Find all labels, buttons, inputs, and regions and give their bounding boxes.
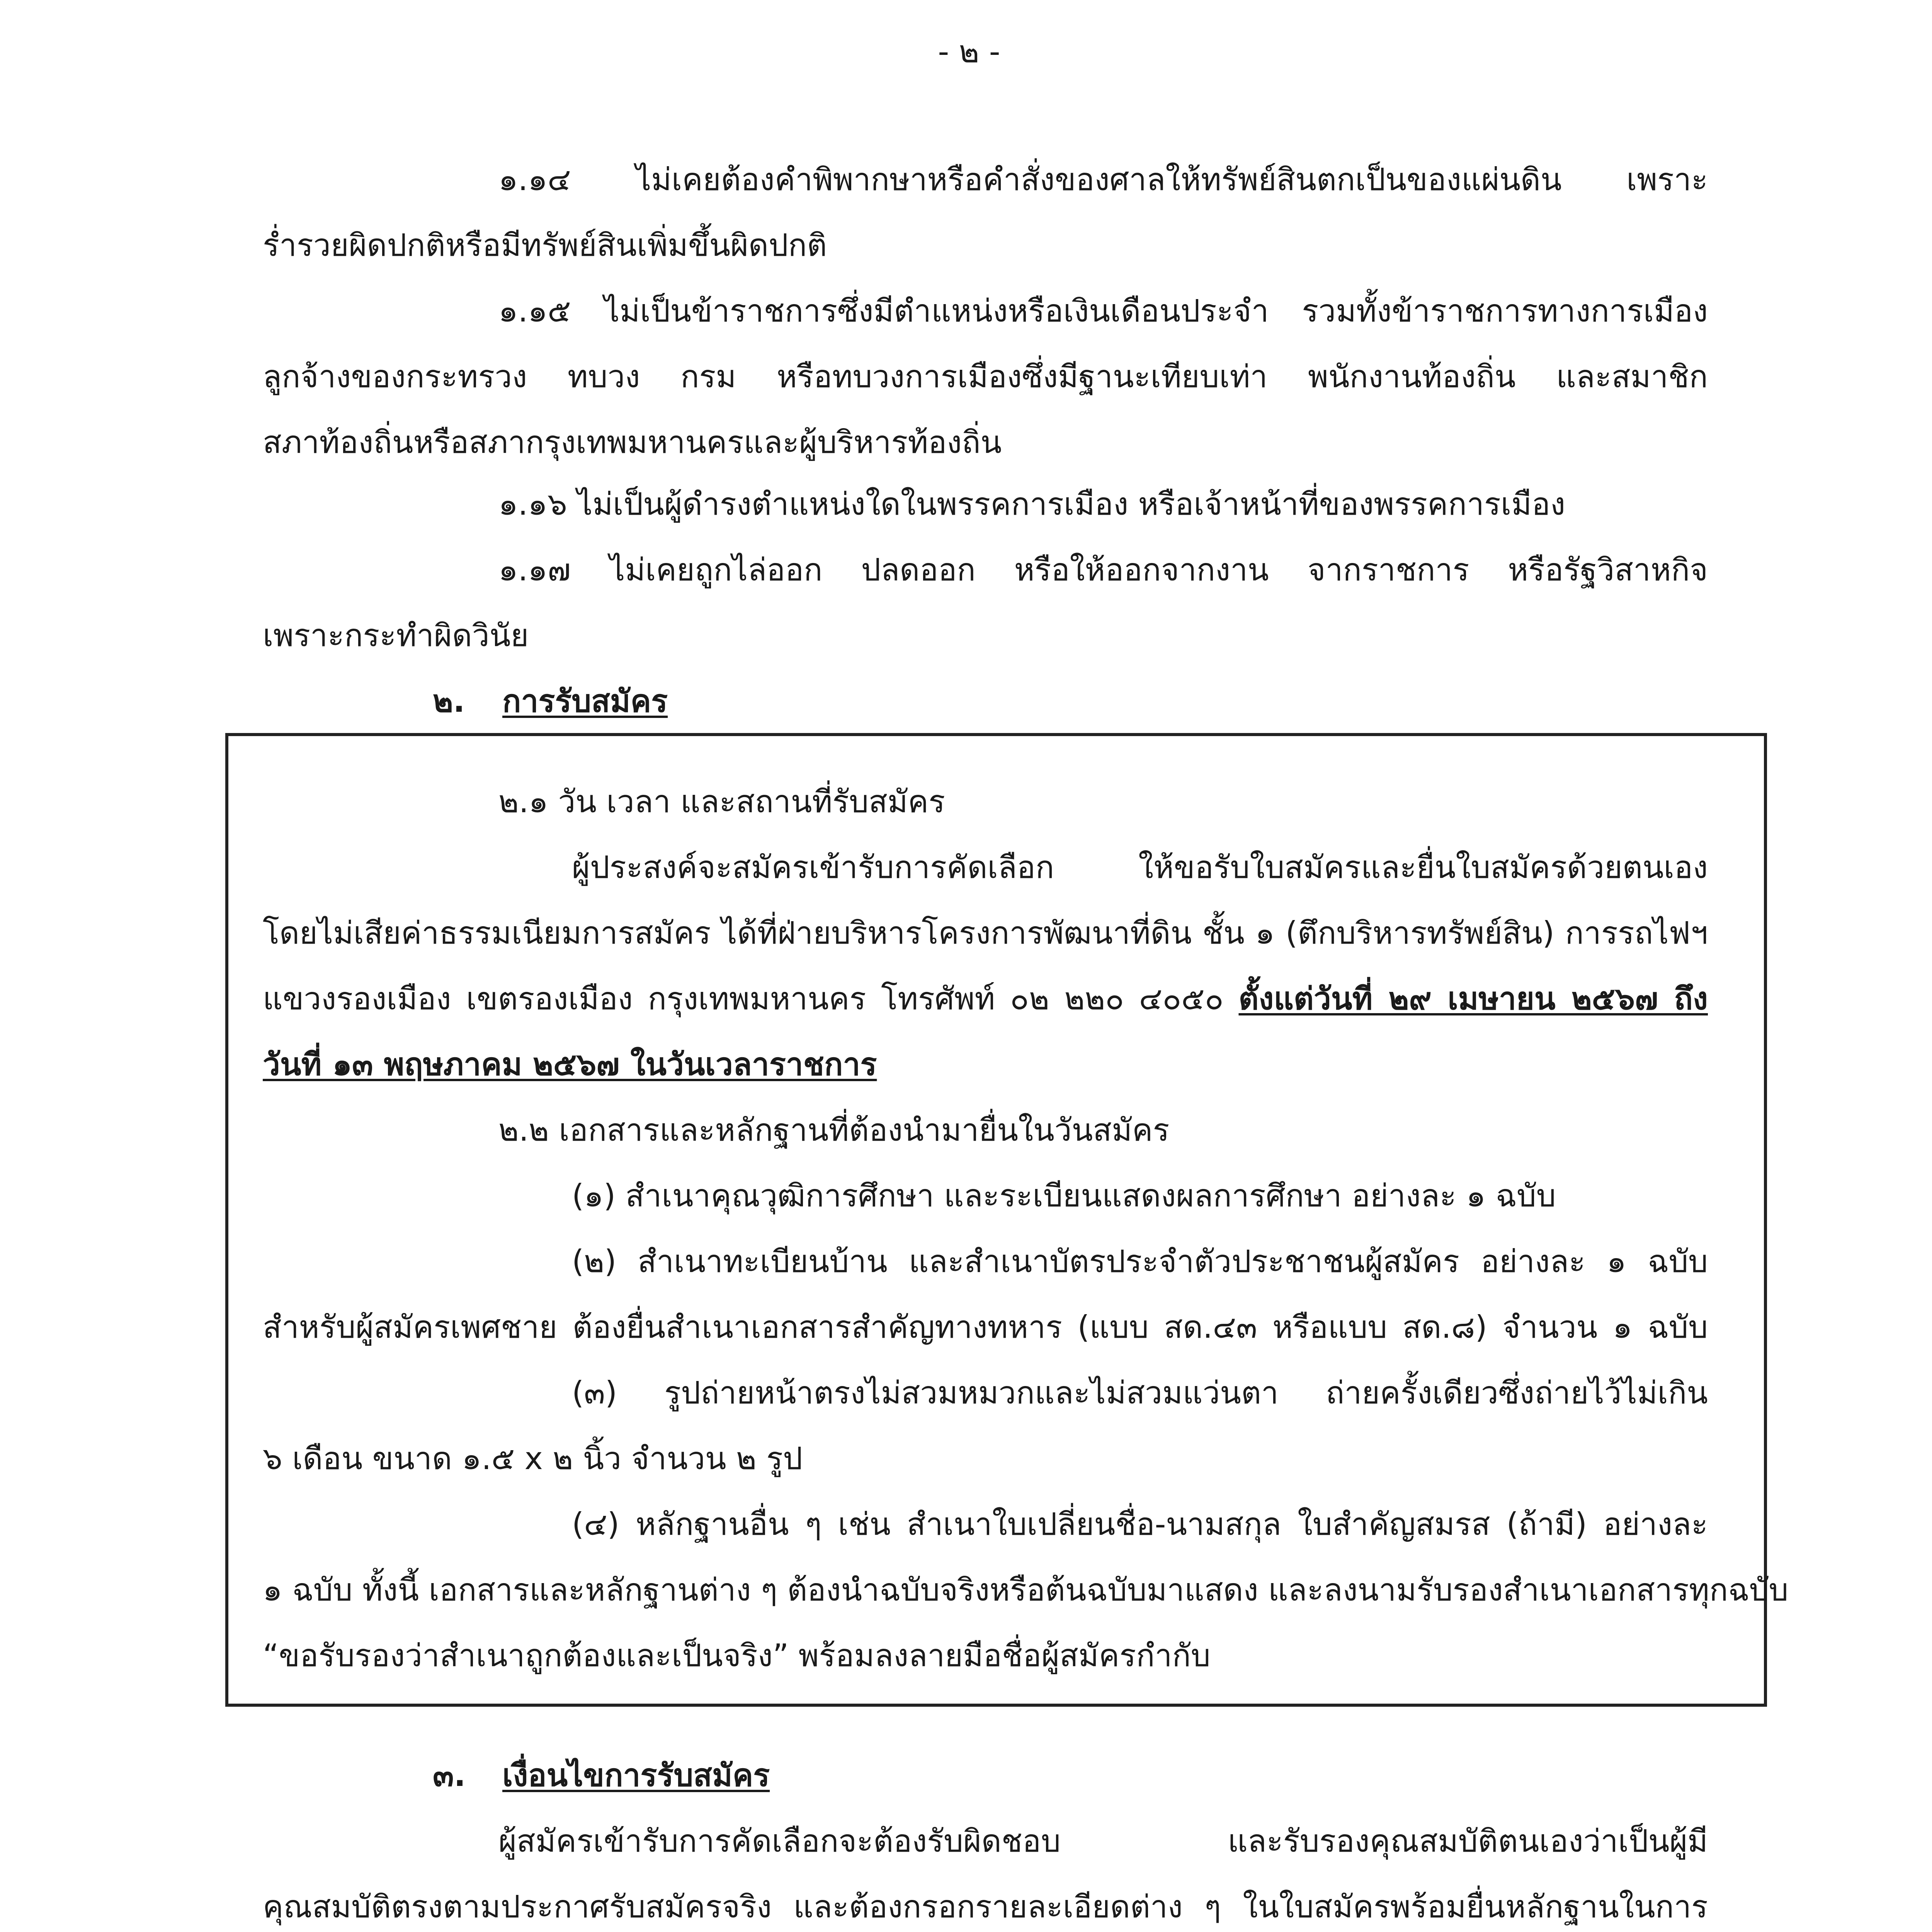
page-number: - ๒ - bbox=[938, 34, 1000, 70]
section-2-1-date-end: วันที่ ๑๓ พฤษภาคม ๒๕๖๗ ในวันเวลาราชการ bbox=[263, 1046, 877, 1082]
item-1-16-line-1: ๑.๑๖ ไม่เป็นผู้ดำรงตำแหน่งใดในพรรคการเมือง หรือเจ้าหน้าที่ของพรรคการเมือง bbox=[498, 486, 1566, 522]
item-1-14-line-1: ๑.๑๔ ไม่เคยต้องคำพิพากษาหรือคำสั่งของศาลให้ทรัพย์สินตกเป็นของแผ่นดิน เพราะ bbox=[498, 162, 1708, 197]
document-item-4-line-2: ๑ ฉบับ ทั้งนี้ เอกสารและหลักฐานต่าง ๆ ต้องนำฉบับจริงหรือต้นฉบับมาแสดง และลงนามรับรองสำเนาเอกสารทุกฉบับ bbox=[263, 1572, 1789, 1608]
item-1-17-line-2: เพราะกระทำผิดวินัย bbox=[263, 617, 529, 653]
section-3-line-1: ผู้สมัครเข้ารับการคัดเลือกจะต้องรับผิดชอบ และรับรองคุณสมบัติตนเองว่าเป็นผู้มี bbox=[498, 1823, 1708, 1859]
document-item-4-line-3: “ขอรับรองว่าสำเนาถูกต้องและเป็นจริง” พร้อมลงลายมือชื่อผู้สมัครกำกับ bbox=[263, 1638, 1211, 1673]
section-2-heading bbox=[433, 680, 668, 723]
item-1-15-line-1: ๑.๑๕ ไม่เป็นข้าราชการซึ่งมีตำแหน่งหรือเงินเดือนประจำ รวมทั้งข้าราชการทางการเมือง bbox=[498, 293, 1708, 329]
section-2-1-title: ๒.๑ วัน เวลา และสถานที่รับสมัคร bbox=[498, 784, 946, 820]
section-3-number: ๓. bbox=[433, 1757, 466, 1793]
section-2-1-line-4 bbox=[263, 1043, 1708, 1086]
section-3-line-2: คุณสมบัติตรงตามประกาศรับสมัครจริง และต้องกรอกรายละเอียดต่าง ๆ ในใบสมัครพร้อมยื่นหลักฐานในการ bbox=[263, 1889, 1708, 1925]
section-2-1-date-start: ตั้งแต่วันที่ ๒๙ เมษายน ๒๕๖๗ ถึง bbox=[1238, 981, 1708, 1017]
section-3-title: เงื่อนไขการรับสมัคร bbox=[502, 1757, 770, 1793]
section-2-2-title: ๒.๒ เอกสารและหลักฐานที่ต้องนำมายื่นในวันสมัคร bbox=[498, 1112, 1170, 1148]
document-item-4-line-1: (๔) หลักฐานอื่น ๆ เช่น สำเนาใบเปลี่ยนชื่อ-นามสกุล ใบสำคัญสมรส (ถ้ามี) อย่างละ bbox=[572, 1506, 1708, 1542]
section-3-heading bbox=[433, 1754, 770, 1797]
document-item-2-line-1: (๒) สำเนาทะเบียนบ้าน และสำเนาบัตรประจำตัวประชาชนผู้สมัคร อย่างละ ๑ ฉบับ bbox=[572, 1243, 1708, 1279]
item-1-17-line-1: ๑.๑๗ ไม่เคยถูกไล่ออก ปลดออก หรือให้ออกจากงาน จากราชการ หรือรัฐวิสาหกิจ bbox=[498, 552, 1708, 588]
document-item-3-line-2: ๖ เดือน ขนาด ๑.๕ x ๒ นิ้ว จำนวน ๒ รูป bbox=[263, 1440, 803, 1476]
section-2-1-line-3 bbox=[263, 978, 1708, 1020]
section-2-1-contact: แขวงรองเมือง เขตรองเมือง กรุงเทพมหานคร โทรศัพท์ ๐๒ ๒๒๐ ๔๐๕๐ bbox=[263, 981, 1239, 1017]
document-item-2-line-2: สำหรับผู้สมัครเพศชาย ต้องยื่นสำเนาเอกสารสำคัญทางทหาร (แบบ สด.๔๓ หรือแบบ สด.๘) จำนวน ๑ ฉบับ bbox=[263, 1309, 1708, 1345]
item-1-14-line-2: ร่ำรวยผิดปกติหรือมีทรัพย์สินเพิ่มขึ้นผิดปกติ bbox=[263, 227, 827, 263]
section-2-1-line-1: ผู้ประสงค์จะสมัครเข้ารับการคัดเลือก ให้ขอรับใบสมัครและยื่นใบสมัครด้วยตนเอง bbox=[572, 849, 1708, 885]
item-1-15-line-2: ลูกจ้างของกระทรวง ทบวง กรม หรือทบวงการเมืองซึ่งมีฐานะเทียบเท่า พนักงานท้องถิ่น และสมาชิก bbox=[263, 359, 1708, 395]
document-item-3-line-1: (๓) รูปถ่ายหน้าตรงไม่สวมหมวกและไม่สวมแว่นตา ถ่ายครั้งเดียวซึ่งถ่ายไว้ไม่เกิน bbox=[572, 1375, 1708, 1411]
section-2-number: ๒. bbox=[433, 683, 465, 719]
section-2-title: การรับสมัคร bbox=[502, 683, 668, 719]
item-1-15-line-3: สภาท้องถิ่นหรือสภากรุงเทพมหานครและผู้บริหารท้องถิ่น bbox=[263, 424, 1002, 460]
document-item-1: (๑) สำเนาคุณวุฒิการศึกษา และระเบียนแสดงผลการศึกษา อย่างละ ๑ ฉบับ bbox=[572, 1178, 1556, 1214]
section-2-1-line-2: โดยไม่เสียค่าธรรมเนียมการสมัคร ได้ที่ฝ่ายบริหารโครงการพัฒนาที่ดิน ชั้น ๑ (ตึกบริหารทรัพย์สิน) การรถไฟฯ bbox=[263, 915, 1708, 951]
